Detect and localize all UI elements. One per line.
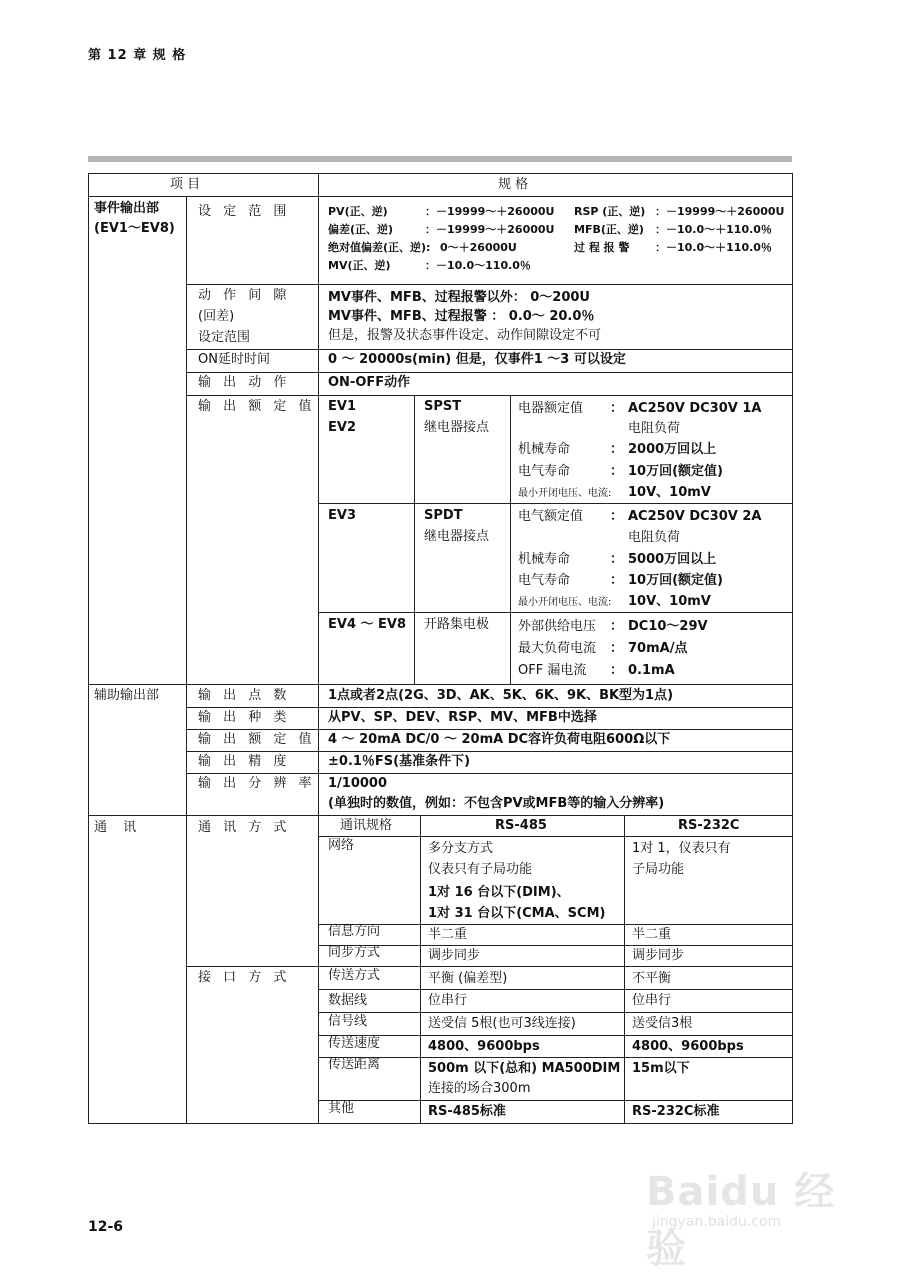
ev12-spec-key: 电气寿命 xyxy=(518,464,571,479)
rule xyxy=(318,173,319,197)
ev12-spec-key: 电器额定值 xyxy=(518,401,584,416)
event-title-range: (EV1～EV8) xyxy=(94,221,175,236)
ev3-spec-key: 最小开闭电压、电流: xyxy=(518,597,612,608)
ev48-spec-colon: ： xyxy=(610,641,624,656)
comm-485-value: 500m 以下(总和) MA500DIM xyxy=(428,1061,621,1076)
ev48-spec-value: 0.1mA xyxy=(628,663,675,678)
ev12-type: SPST xyxy=(424,399,462,414)
rule xyxy=(318,989,793,990)
setrange-key: 绝对值偏差(正、逆): xyxy=(328,241,431,254)
ev12-type: 继电器接点 xyxy=(424,420,490,435)
aux-label: 输 出 点 数 xyxy=(198,688,291,703)
comm-row-label: 数据线 xyxy=(328,993,368,1008)
comm-485-value: 调步同步 xyxy=(428,948,481,963)
comm-485-network: 多分支方式 xyxy=(428,841,494,856)
comm-485-value: 送受信 5根(也可3线连接) xyxy=(428,1016,576,1031)
ev3-spec-key: 电气额定值 xyxy=(518,509,584,524)
comm-485-value: RS-485标准 xyxy=(428,1104,506,1119)
aux-title: 辅助输出部 xyxy=(94,688,160,703)
setrange-value: ：－19999～＋26000U xyxy=(425,205,555,218)
comm-485-value: 连接的场合300m xyxy=(428,1081,531,1096)
gap-label: (回差) xyxy=(198,309,235,324)
comm-232-value: 半二重 xyxy=(632,927,672,942)
ev3-type: 继电器接点 xyxy=(424,529,490,544)
gap-line: MV事件、MFB、过程报警 ： 0.0～ 20.0％ xyxy=(328,309,595,324)
comm-485-network: 1对 31 台以下(CMA、SCM) xyxy=(428,906,606,921)
aux-value: 1点或者2点(2G、3D、AK、5K、6K、9K、BK型为1点) xyxy=(328,688,674,703)
ev48-spec-value: DC10～29V xyxy=(628,619,708,634)
rule xyxy=(186,395,793,396)
ev48-type: 开路集电极 xyxy=(424,617,490,632)
aux-value: 从PV、SP、DEV、RSP、MV、MFB中选择 xyxy=(328,710,597,725)
ev3-type: SPDT xyxy=(424,508,463,523)
rule xyxy=(318,836,793,837)
setrange-key: MFB(正、逆) xyxy=(574,223,644,236)
aux-value: ±0.1％FS(基准条件下) xyxy=(328,754,471,769)
ev48-spec-key: 外部供给电压 xyxy=(518,619,597,634)
comm-row-label: 信息方向 xyxy=(328,924,381,939)
rule xyxy=(186,284,793,285)
comm-row-label: 网络 xyxy=(328,838,355,853)
comm-232-network: 1对 1，仪表只有 xyxy=(632,841,731,856)
rule xyxy=(318,1012,793,1013)
rule xyxy=(88,173,793,174)
ev48-spec-colon: ： xyxy=(610,619,624,634)
comm-232-value: RS-232C标准 xyxy=(632,1104,720,1119)
page-header: 第 12 章 规 格 xyxy=(88,48,187,63)
rule xyxy=(88,684,793,685)
rule xyxy=(414,395,415,685)
ev3-ch: EV3 xyxy=(328,508,356,523)
rule xyxy=(318,1035,793,1036)
ev3-spec-key: 电气寿命 xyxy=(518,573,571,588)
ev12-spec-value: 10V、10mV xyxy=(628,485,711,500)
ev3-spec-key: 机械寿命 xyxy=(518,552,571,567)
gap-line: 但是，报警及状态事件设定、动作间隙设定不可 xyxy=(328,328,602,343)
ev12-spec-colon: ： xyxy=(610,401,624,416)
comm-232-value: 调步同步 xyxy=(632,948,685,963)
comm-row-label: 其他 xyxy=(328,1101,355,1116)
page-number: 12-6 xyxy=(88,1219,124,1235)
aux-label: 输 出 种 类 xyxy=(198,710,291,725)
ev3-spec-value: 5000万回以上 xyxy=(628,552,717,567)
header-rule xyxy=(88,156,792,162)
ev3-spec-colon: ： xyxy=(610,552,624,567)
setrange-value: ：－10.0～＋110.0％ xyxy=(655,223,772,236)
aux-value: (单独时的数值，例如：不包含PV或MFB等的输入分辨率) xyxy=(328,796,665,811)
ev48-spec-key: 最大负荷电流 xyxy=(518,641,597,656)
rule xyxy=(318,1057,793,1058)
gap-label: 动 作 间 隙 xyxy=(198,288,291,303)
ev12-ch: EV2 xyxy=(328,420,356,435)
ev12-spec-value: 电阻负荷 xyxy=(628,421,681,436)
action-label: 输 出 动 作 xyxy=(198,375,291,390)
ev3-spec-value: 10V、10mV xyxy=(628,594,711,609)
aux-label: 输 出 精 度 xyxy=(198,754,291,769)
comm-interface-label: 接 口 方 式 xyxy=(198,970,291,985)
rule xyxy=(318,1100,793,1101)
ev48-spec-colon: ： xyxy=(610,663,624,678)
rule xyxy=(88,173,89,1124)
ev12-spec-value: 10万回(额定值) xyxy=(628,464,723,479)
comm-col-head: RS-485 xyxy=(495,818,547,833)
aux-label: 输 出 额 定 值 xyxy=(198,732,316,747)
setrange-value: ：－10.0～＋110.0％ xyxy=(655,241,772,254)
rule xyxy=(510,395,511,685)
setrange-key: RSP (正、逆) xyxy=(574,205,646,218)
ev3-spec-colon: ： xyxy=(610,509,624,524)
comm-232-value: 位串行 xyxy=(632,993,672,1008)
ev12-spec-colon: ： xyxy=(610,464,624,479)
ev12-spec-colon: ： xyxy=(610,442,624,457)
rule xyxy=(624,815,625,1124)
rule xyxy=(186,966,793,967)
ev12-spec-value: 2000万回以上 xyxy=(628,442,717,457)
comm-col-head: RS-232C xyxy=(678,818,740,833)
ev3-spec-value: 电阻负荷 xyxy=(628,530,681,545)
rule xyxy=(318,196,319,1124)
aux-value: 4 ～ 20mA DC/0 ～ 20mA DC容许负荷电阻600Ω以下 xyxy=(328,732,671,747)
comm-485-value: 半二重 xyxy=(428,927,468,942)
gap-line: MV事件、MFB、过程报警以外： 0～200U xyxy=(328,290,590,305)
setrange-value: ：－10.0～110.0％ xyxy=(425,259,531,272)
comm-232-value: 15m以下 xyxy=(632,1061,690,1076)
comm-row-label: 传送速度 xyxy=(328,1036,381,1051)
comm-485-network: 1对 16 台以下(DIM)、 xyxy=(428,885,570,900)
comm-485-value: 4800、9600bps xyxy=(428,1039,540,1054)
comm-row-label: 同步方式 xyxy=(328,945,381,960)
setrange-value: ：－19999～＋26000U xyxy=(425,223,555,236)
comm-row-label: 传送距离 xyxy=(328,1057,381,1072)
setrange-key: 偏差(正、逆) xyxy=(328,223,394,236)
watermark-url: jingyan.baidu.com xyxy=(652,1214,782,1230)
watermark xyxy=(640,1160,870,1272)
ev48-spec-value: 70mA/点 xyxy=(628,641,688,656)
setrange-key: MV(正、逆) xyxy=(328,259,391,272)
head-spec: 规 格 xyxy=(498,177,529,192)
setrange-value: ：－19999～＋26000U xyxy=(655,205,785,218)
rule xyxy=(420,815,421,1124)
head-item: 项 目 xyxy=(170,177,201,192)
comm-232-value: 送受信3根 xyxy=(632,1016,693,1031)
comm-row-label: 信号线 xyxy=(328,1014,368,1029)
ev12-spec-value: AC250V DC30V 1A xyxy=(628,401,762,416)
setrange-label: 设 定 范 围 xyxy=(198,204,291,219)
ev3-spec-colon: ： xyxy=(610,573,624,588)
watermark-logo: Baidu 经验 xyxy=(646,1169,836,1272)
ev12-spec-key: 最小开闭电压、电流: xyxy=(518,488,612,499)
ev3-spec-value: 10万回(额定值) xyxy=(628,573,723,588)
ev48-spec-key: OFF 漏电流 xyxy=(518,663,587,678)
rule xyxy=(792,173,793,1124)
comm-row-label: 传送方式 xyxy=(328,968,381,983)
gap-label: 设定范围 xyxy=(198,330,251,345)
comm-col-head: 通讯规格 xyxy=(340,818,393,833)
ev12-ch: EV1 xyxy=(328,399,356,414)
comm-485-value: 平衡 (偏差型) xyxy=(428,971,508,986)
rule xyxy=(186,196,187,1124)
action-value: ON-OFF动作 xyxy=(328,375,411,390)
rule xyxy=(88,1123,793,1124)
setrange-key: 过 程 报 警 xyxy=(574,241,630,254)
rule xyxy=(318,945,793,946)
ev3-spec-value: AC250V DC30V 2A xyxy=(628,509,762,524)
event-title: 事件输出部 xyxy=(94,201,160,216)
comm-232-value: 不平衡 xyxy=(632,971,672,986)
comm-485-value: 位串行 xyxy=(428,993,468,1008)
rating-label: 输 出 额 定 值 xyxy=(198,399,316,414)
ondelay-value: 0 ～ 20000s(min) 但是，仅事件1 ～3 可以设定 xyxy=(328,352,626,367)
aux-label: 输 出 分 辨 率 xyxy=(198,776,316,791)
aux-value: 1/10000 xyxy=(328,776,388,791)
rule xyxy=(88,196,793,197)
comm-232-value: 4800、9600bps xyxy=(632,1039,744,1054)
comm-title: 通 讯 xyxy=(94,820,143,835)
comm-485-network: 仪表只有子局功能 xyxy=(428,862,533,877)
ondelay-label: ON延时时间 xyxy=(198,352,270,367)
setrange-key: PV(正、逆) xyxy=(328,205,388,218)
comm-232-network: 子局功能 xyxy=(632,862,685,877)
ev12-spec-key: 机械寿命 xyxy=(518,442,571,457)
ev48-ch: EV4 ～ EV8 xyxy=(328,617,407,632)
rule xyxy=(318,924,793,925)
comm-method-label: 通 讯 方 式 xyxy=(198,820,291,835)
setrange-value: 0～＋26000U xyxy=(440,241,517,254)
